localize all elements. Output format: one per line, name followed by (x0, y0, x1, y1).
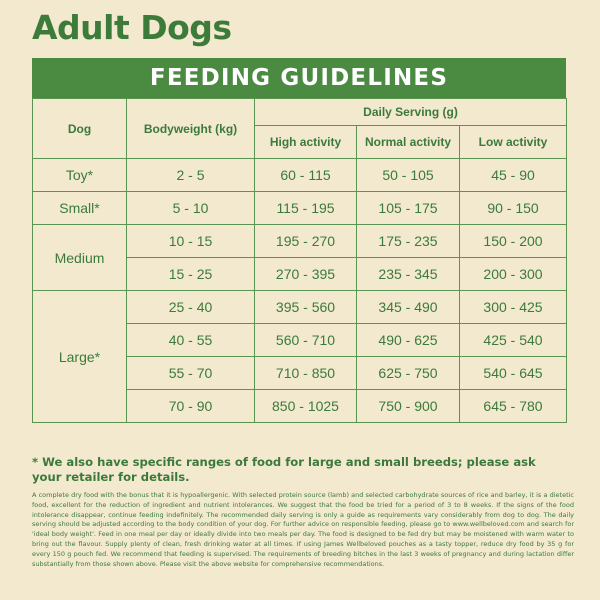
breed-range-note: * We also have specific ranges of food for large and small breeds; please ask your retailer for details. (32, 455, 536, 484)
high-activity-cell: 270 - 395 (255, 258, 357, 291)
high-activity-cell: 710 - 850 (255, 357, 357, 390)
high-activity-cell: 195 - 270 (255, 225, 357, 258)
dog-size-cell: Large* (33, 291, 127, 423)
dog-size-cell: Toy* (33, 159, 127, 192)
dog-size-cell: Medium (33, 225, 127, 291)
normal-activity-cell: 345 - 490 (357, 291, 460, 324)
normal-activity-cell: 105 - 175 (357, 192, 460, 225)
bodyweight-cell: 2 - 5 (127, 159, 255, 192)
low-activity-cell: 540 - 645 (460, 357, 567, 390)
feeding-table (32, 98, 567, 423)
low-activity-cell: 45 - 90 (460, 159, 567, 192)
low-activity-cell: 425 - 540 (460, 324, 567, 357)
header-daily-serving: Daily Serving (g) (255, 99, 567, 126)
header-normal-activity: Normal activity (357, 126, 460, 159)
high-activity-cell: 560 - 710 (255, 324, 357, 357)
normal-activity-cell: 50 - 105 (357, 159, 460, 192)
bodyweight-cell: 10 - 15 (127, 225, 255, 258)
bodyweight-cell: 15 - 25 (127, 258, 255, 291)
bodyweight-cell: 5 - 10 (127, 192, 255, 225)
header-bodyweight: Bodyweight (kg) (127, 99, 255, 159)
normal-activity-cell: 175 - 235 (357, 225, 460, 258)
low-activity-cell: 200 - 300 (460, 258, 567, 291)
page-title: Adult Dogs (32, 8, 232, 47)
table-row (33, 192, 567, 225)
bodyweight-cell: 25 - 40 (127, 291, 255, 324)
header-high-activity: High activity (255, 126, 357, 159)
table-row (33, 291, 567, 324)
high-activity-cell: 115 - 195 (255, 192, 357, 225)
normal-activity-cell: 490 - 625 (357, 324, 460, 357)
high-activity-cell: 60 - 115 (255, 159, 357, 192)
bodyweight-cell: 40 - 55 (127, 324, 255, 357)
bodyweight-cell: 55 - 70 (127, 357, 255, 390)
low-activity-cell: 90 - 150 (460, 192, 567, 225)
normal-activity-cell: 235 - 345 (357, 258, 460, 291)
high-activity-cell: 850 - 1025 (255, 390, 357, 423)
low-activity-cell: 645 - 780 (460, 390, 567, 423)
header-dog: Dog (33, 99, 127, 159)
feeding-instructions-paragraph: A complete dry food with the bonus that it is hypoallergenic. With selected protein source (lamb) and selected carbohydrate sources of rice and barley, it is a dietetic food, excellent for the reduction of ingredient and nutrient intolerances. We suggest that the food be tried for a period of 3 to 8 weeks. If the signs of the food intolerance disappear, continue feeding indefinitely. The recommended daily serving is only a guide as requirements vary considerably from dog to dog. The daily serving should be adjusted according to the body condition of your dog. For further advice on responsible feeding, please go to www.wellbeloved.com and search for 'ideal body weight'. Feed in one meal per day or ideally divide into two meals per day. The food is designed to be fed dry but may be moistened with warm water to bring out the flavour. Supply plenty of clean, fresh drinking water at all times. If using James Wellbeloved pouches as a tasty topper, reduce dry food by 35 g for every 150 g pouch fed. We recommend that feeding is supervised. The requirements of breeding bitches in the last 3 weeks of pregnancy and during lactation differ substantially from those shown above. Please visit the above website for comprehensive recommendations. (32, 491, 574, 568)
bodyweight-cell: 70 - 90 (127, 390, 255, 423)
normal-activity-cell: 625 - 750 (357, 357, 460, 390)
feeding-guidelines-banner: FEEDING GUIDELINES (32, 58, 566, 98)
high-activity-cell: 395 - 560 (255, 291, 357, 324)
dog-size-cell: Small* (33, 192, 127, 225)
header-low-activity: Low activity (460, 126, 567, 159)
low-activity-cell: 300 - 425 (460, 291, 567, 324)
normal-activity-cell: 750 - 900 (357, 390, 460, 423)
table-row (33, 225, 567, 258)
table-row (33, 159, 567, 192)
low-activity-cell: 150 - 200 (460, 225, 567, 258)
